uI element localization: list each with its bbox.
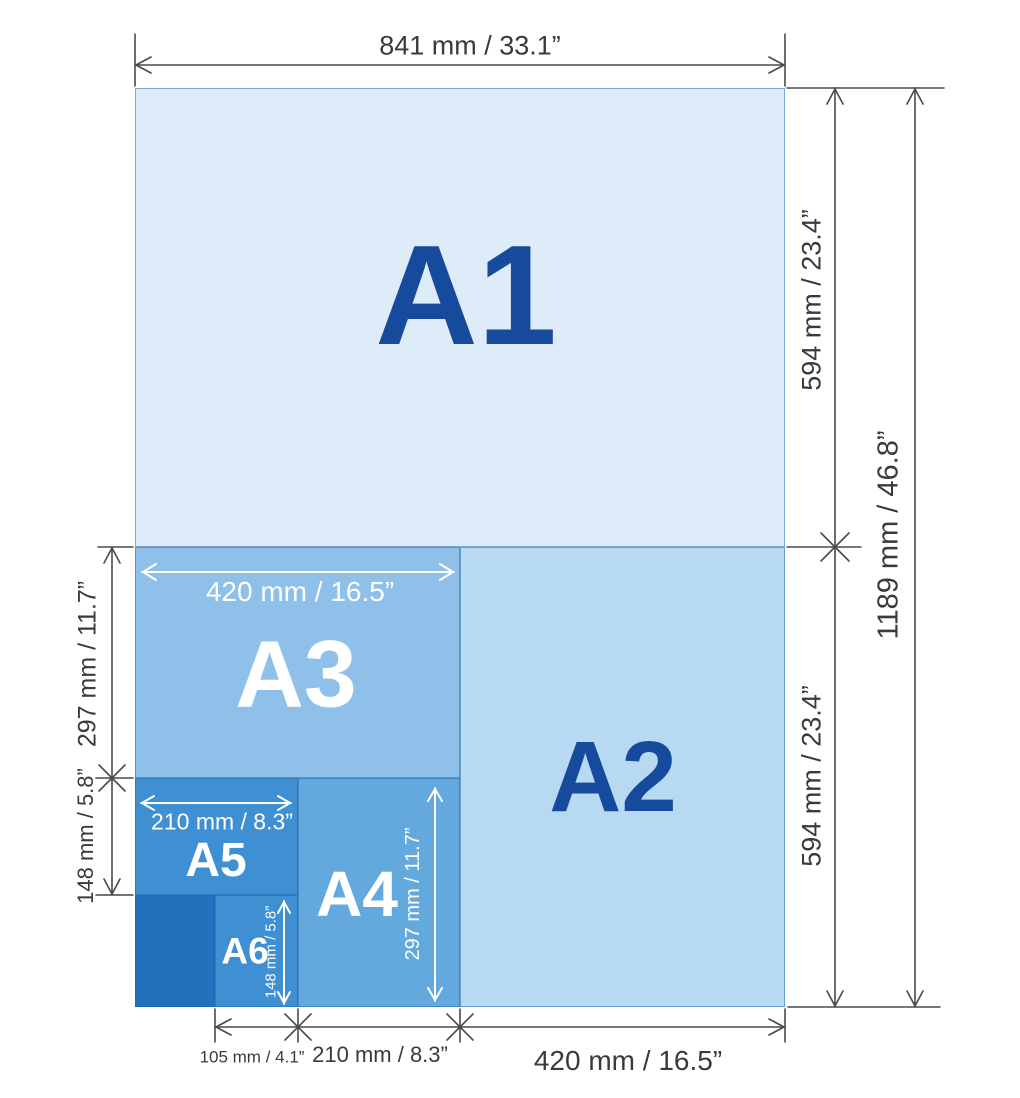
dim-inner-a6-height-label: 148 mm / 5.8” [262,905,280,999]
dim-left-a3-height-label: 297 mm / 11.7” [73,580,102,748]
paper-a1-label: A1 [375,216,557,375]
dim-inner-a3-width-label: 420 mm / 16.5” [205,576,395,607]
paper-a2-label: A2 [549,721,677,833]
dim-left-a5-height-label: 148 mm / 5.8” [73,768,98,904]
dim-right-total-height-label: 1189 mm / 46.8” [872,430,905,640]
dim-bottom-a2-width-label: 420 mm / 16.5” [533,1045,723,1076]
paper-a3-label: A3 [235,621,357,728]
dim-inner-a4-height-label: 297 mm / 11.7” [402,827,424,961]
paper-a6-label: A6 [221,930,269,972]
dim-bottom-a6-width-label: 105 mm / 4.1” [199,1047,305,1067]
dim-right-upper-height-label: 594 mm / 23.4” [796,209,827,391]
dim-inner-a5-width-label: 210 mm / 8.3” [151,808,293,835]
paper-a7 [135,895,215,1007]
dim-right-lower-height-label: 594 mm / 23.4” [796,685,827,867]
bottom-dimension-lines [215,1009,785,1042]
dim-top-width-label: 841 mm / 33.1” [379,30,561,61]
paper-a4-label: A4 [316,858,398,930]
paper-a5-label: A5 [185,834,247,887]
dim-bottom-a4-width-label: 210 mm / 8.3” [312,1042,448,1067]
left-dimension-lines [96,547,133,895]
